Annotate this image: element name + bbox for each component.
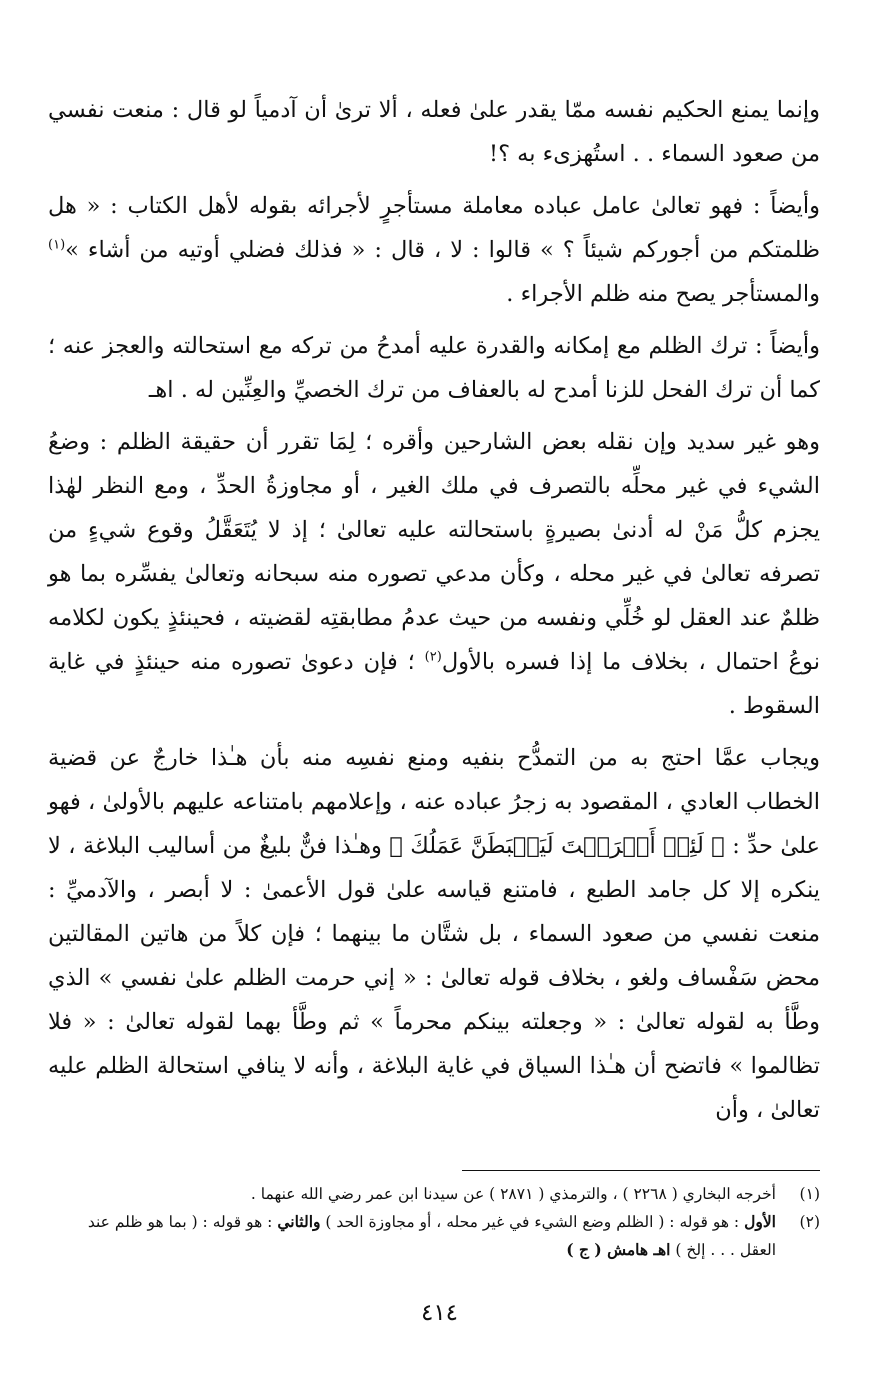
footnote-2 [48, 1208, 820, 1264]
footnote-2-label-first: الأول [744, 1212, 776, 1231]
paragraph-2 [48, 184, 820, 316]
quran-verse: ﴿ لَئِنۡ أَشۡرَكۡتَ لَيَحۡبَطَنَّ عَمَلُكَ ﴾ [389, 833, 725, 859]
footnote-2-text-second: : هو قوله : ( بما هو ظلم عند العقل . . . إلخ ) [87, 1213, 776, 1259]
footnote-2-source: اهـ هامش ( ج ) [566, 1240, 671, 1259]
footnote-1-number: (١) [799, 1185, 820, 1203]
page-number: ٤١٤ [420, 1300, 459, 1326]
main-text [48, 88, 820, 1140]
footnotes [48, 1180, 820, 1264]
footnote-2-body [48, 1208, 776, 1264]
footnote-divider [462, 1170, 820, 1171]
paragraph-1-text: وإنما يمنع الحكيم نفسه ممّا يقدر علىٰ فعله ، ألا ترىٰ أن آدمياً لو قال : منعت نفسي من صعود السماء . . استُهزىء به ؟! [48, 97, 820, 167]
paragraph-2-text-a: وأيضاً : فهو تعالىٰ عامل عباده معاملة مستأجرٍ لأجرائه بقوله لأهل الكتاب : « هل ظلمتكم من أجوركم شيئاً ؟ » قالوا : لا ، قال : « فذلك فضلي أوتيه من أشاء » [48, 193, 820, 263]
footnote-ref-2[interactable]: (٢) [424, 649, 442, 665]
footnote-2-label-second: والثاني [277, 1212, 321, 1231]
paragraph-4-text-b: ؛ فإن دعوىٰ تصوره منه حينئذٍ في غاية السقوط . [48, 649, 820, 719]
paragraph-5-text-a: ويجاب عمَّا احتج به من التمدُّح بنفيه ومنع نفسِه منه بأن هـٰذا خارجٌ عن قضية الخطاب العادي ، المقصود به زجرُ عباده عنه ، وإعلامهم بامتناعه عليهم بالأولىٰ ، فهو علىٰ حدِّ : [48, 745, 820, 859]
paragraph-1 [48, 88, 820, 176]
paragraph-5 [48, 736, 820, 1132]
footnote-ref-1[interactable]: (١) [48, 237, 66, 253]
paragraph-4 [48, 420, 820, 728]
footnote-1 [48, 1180, 820, 1208]
footnote-2-text-first: : هو قوله : ( الظلم وضع الشيء في غير محله ، أو مجاوزة الحد ) [320, 1213, 745, 1231]
paragraph-3 [48, 324, 820, 412]
paragraph-4-text-a: وهو غير سديد وإن نقله بعض الشارحين وأقره ؛ لِمَا تقرر أن حقيقة الظلم : وضعُ الشيء في غير محلِّه بالتصرف في ملك الغير ، أو مجاوزةُ الحدِّ ، ومع النظر لهٰذا يجزم كلُّ مَنْ له أدنىٰ بصيرةٍ باستحالته عليه تعالىٰ ؛ إذ لا يُتَعَقَّلُ وقوع شيءٍ من تصرفه تعالىٰ في غير محله ، وكأن مدعي تصوره منه سبحانه وتعالىٰ يفسِّره بما هو ظلمٌ عند العقل لو خُلِّي ونفسه من حيث عدمُ مطابقتِه لقضيته ، فحينئذٍ يكون لكلامه نوعُ احتمال ، بخلاف ما إذا فسره بالأول [48, 429, 820, 675]
paragraph-5-text-b: وهـٰذا فنٌّ بليغٌ من أساليب البلاغة ، لا ينكره إلا كل جامد الطبع ، فامتنع قياسه علىٰ قول الأعمىٰ : لا أبصر ، والآدميِّ : منعت نفسي من صعود السماء ، بل شتَّان ما بينهما ؛ فإن كلاً من هاتين المقالتين محض سَفْساف ولغو ، بخلاف قوله تعالىٰ : « إني حرمت الظلم علىٰ نفسي » الذي وطَّأ به لقوله تعالىٰ : « وجعلته بينكم محرماً » ثم وطَّأ بهما لقوله تعالىٰ : « فلا تظالموا » فاتضح أن هـٰذا السياق في غاية البلاغة ، وأنه لا ينافي استحالة الظلم عليه تعالىٰ ، وأن [48, 833, 820, 1123]
paragraph-3-text: وأيضاً : ترك الظلم مع إمكانه والقدرة عليه أمدحُ من تركه مع استحالته والعجز عنه ؛ كما أن ترك الفحل للزنا أمدح له بالعفاف من ترك الخصيِّ والعِنِّين له . اهـ [48, 333, 820, 403]
paragraph-2-text-b: والمستأجر يصح منه ظلم الأجراء . [506, 281, 820, 307]
footnote-2-number: (٢) [799, 1213, 820, 1231]
footnote-1-text: أخرجه البخاري ( ٢٢٦٨ ) ، والترمذي ( ٢٨٧١ ) عن سيدنا ابن عمر رضي الله عنهما . [250, 1185, 776, 1203]
